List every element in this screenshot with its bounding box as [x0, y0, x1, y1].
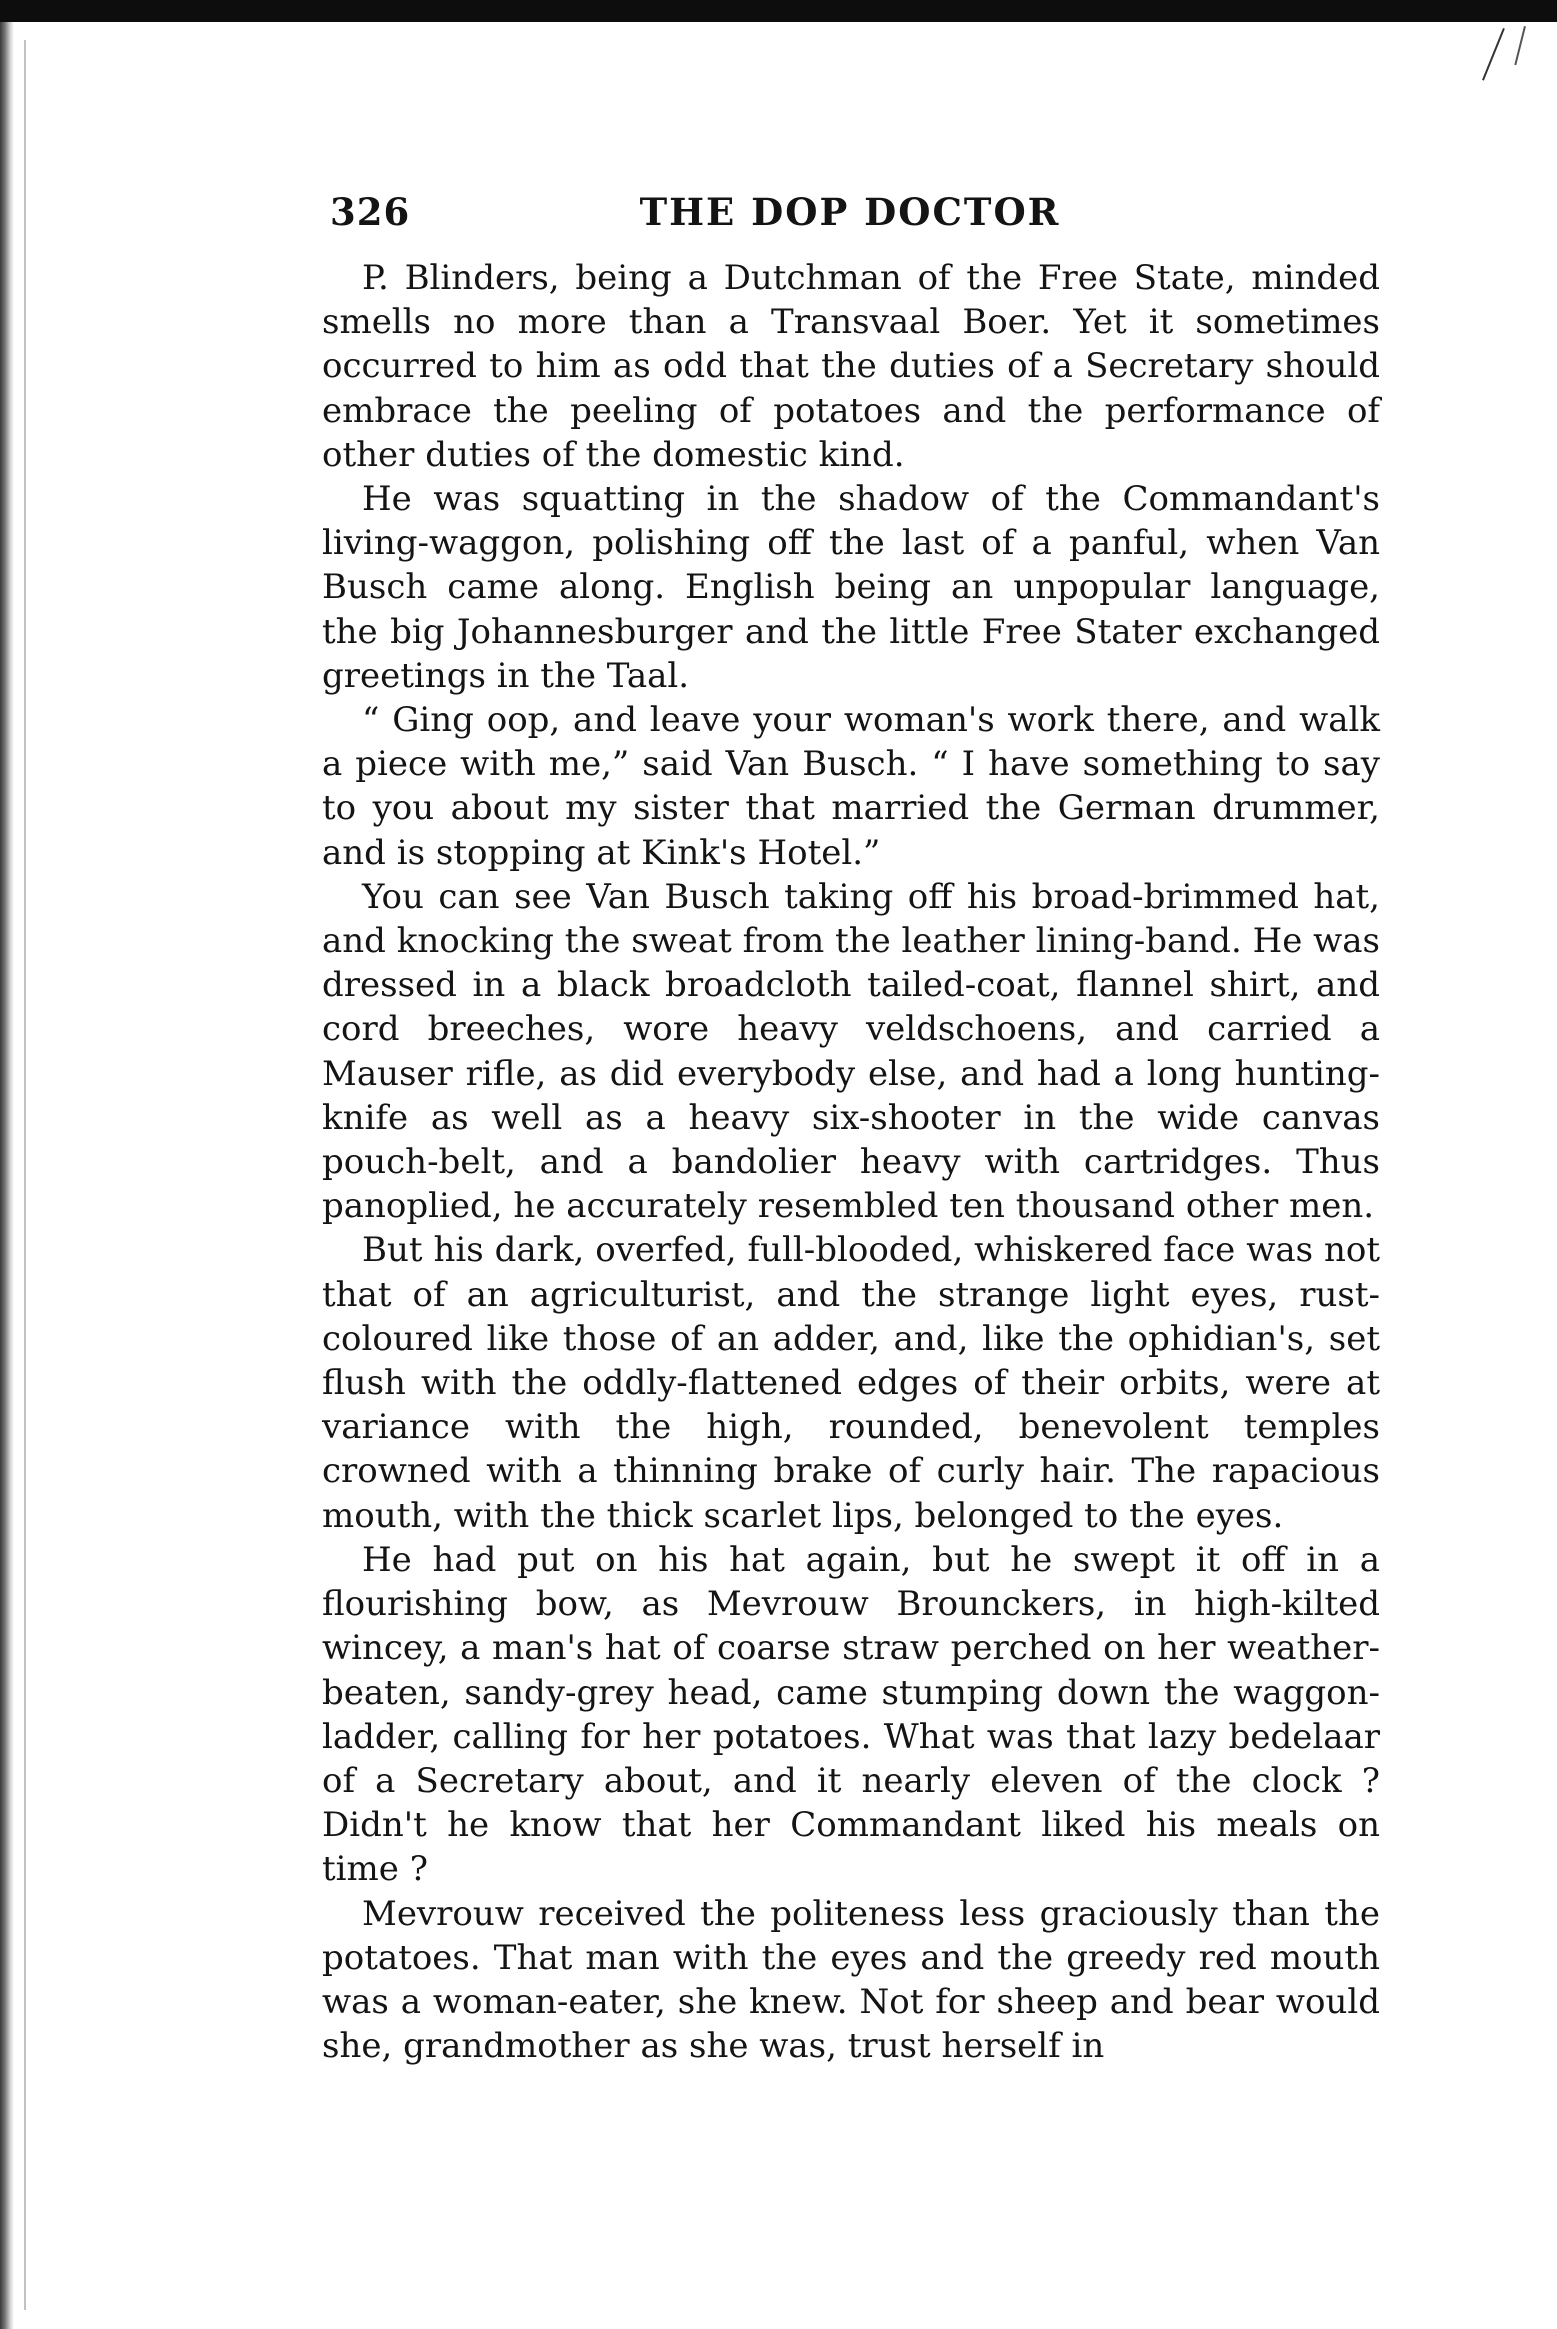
binding-shadow — [24, 40, 26, 2310]
body-text — [322, 256, 1380, 2068]
running-title: THE DOP DOCTOR — [639, 190, 1061, 234]
paragraph: But his dark, overfed, full-blooded, whiskered face was not that of an agriculturist, and the strange light eyes, rust-coloured like those of an adder, and, like the ophidian's, set flush with the oddly-flattened edges of their orbits, were at variance with the high, rounded, benevolent temples crowned with a thinning brake of curly hair. The rapacious mouth, with the thick scarlet lips, belonged to the eyes. — [322, 1230, 1380, 1536]
page-number: 326 — [330, 190, 411, 234]
paragraph: “ Ging oop, and leave your woman's work there, and walk a piece with me,” said Van Busch. “ I have something to say to you about my sister that married the German drummer, and is stopping at Kink's Hotel.” — [322, 700, 1380, 873]
pencil-mark — [1514, 26, 1526, 65]
page-header — [330, 190, 1370, 240]
pencil-mark — [1482, 28, 1505, 81]
paragraph: P. Blinders, being a Dutchman of the Free State, minded smells no more than a Transvaal Boer. Yet it sometimes occurred to him as odd that the duties of a Secretary should embrace the peeling of potatoes and the performance of other duties of the domestic kind. — [322, 258, 1380, 475]
scan-top-border — [0, 0, 1557, 22]
paragraph: Mevrouw received the politeness less graciously than the potatoes. That man with the eyes and the greedy red mouth was a woman-eater, she knew. Not for sheep and bear would she, grandmother as she was, trust herself in — [322, 1893, 1380, 2067]
paragraph: He was squatting in the shadow of the Commandant's living-waggon, polishing off the last of a panful, when Van Busch came along. English being an unpopular language, the big Johannesburger and the little Free Stater exchanged greetings in the Taal. — [322, 479, 1380, 696]
paragraph: He had put on his hat again, but he swept it off in a flourishing bow, as Mevrouw Brounckers, in high-kilted wincey, a man's hat of coarse straw perched on her weather-beaten, sandy-grey head, came stumping down the waggon-ladder, calling for her potatoes. What was that lazy bedelaar of a Secretary about, and it nearly eleven of the clock ? Didn't he know that her Commandant liked his meals on time ? — [322, 1539, 1380, 1890]
scan-left-edge — [0, 22, 14, 2329]
paragraph: You can see Van Busch taking off his broad-brimmed hat, and knocking the sweat from the leather lining-band. He was dressed in a black broadcloth tailed-coat, flannel shirt, and cord breeches, wore heavy veldschoens, and carried a Mauser rifle, as did everybody else, and had a long hunting-knife as well as a heavy six-shooter in the wide canvas pouch-belt, and a bandolier heavy with cartridges. Thus panoplied, he accurately resembled ten thousand other men. — [322, 876, 1380, 1227]
